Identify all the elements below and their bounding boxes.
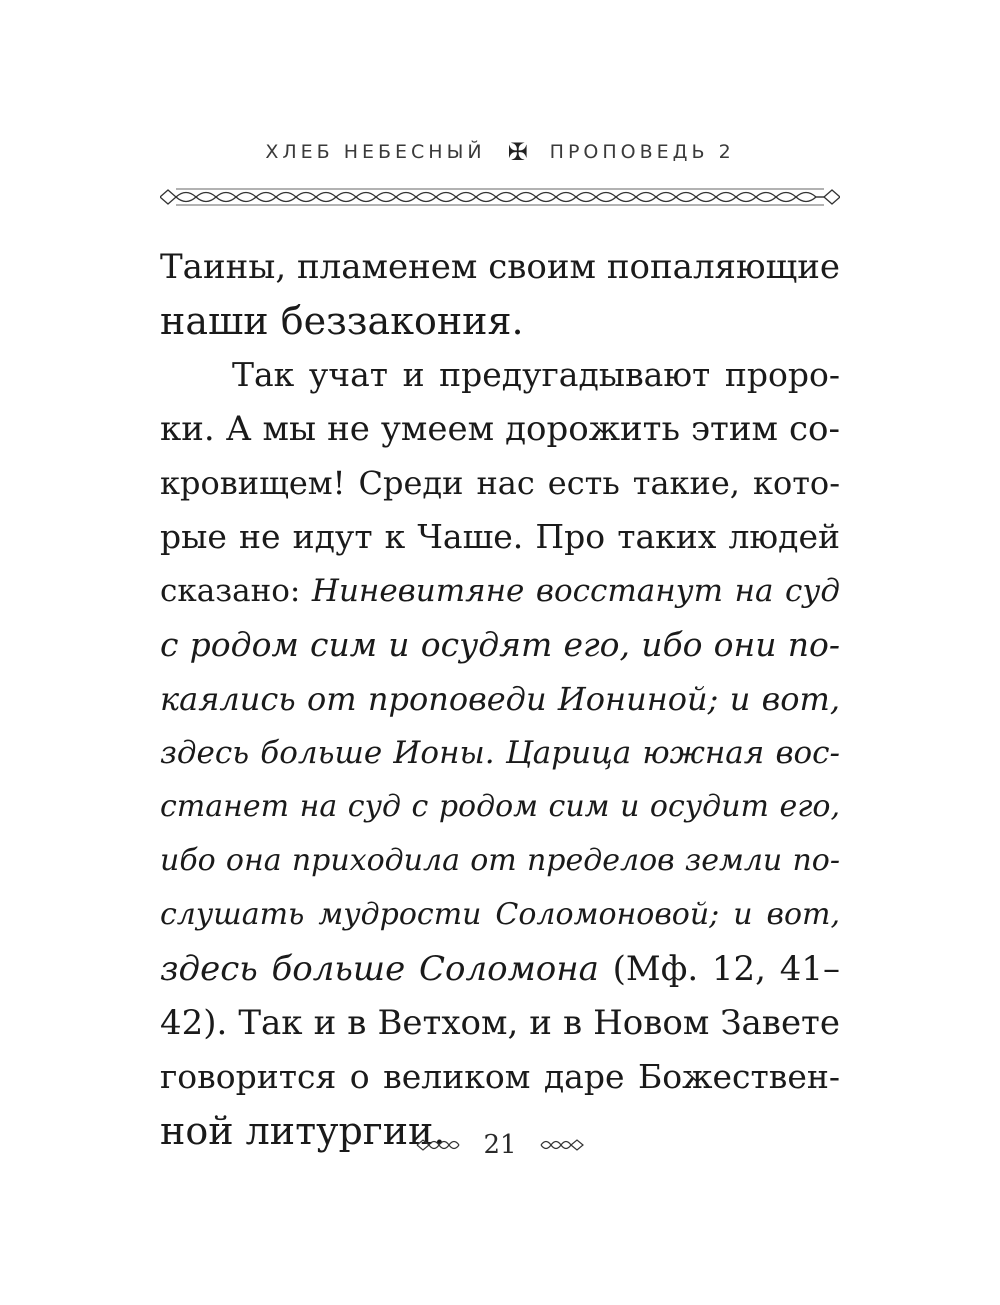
text-run: ной литургии. <box>160 1109 446 1153</box>
text-line <box>160 510 840 564</box>
text-line <box>160 834 840 888</box>
text-run: наши беззакония. <box>160 299 524 343</box>
text-run: рые не идут к Чаше. Про таких людей <box>160 517 840 556</box>
text-run: Таины, пламенем своим попаляющие <box>160 247 840 287</box>
italic-quote-run: здесь больше Соломона <box>160 949 599 989</box>
text-line <box>160 1050 840 1104</box>
text-run: сказано: <box>160 573 312 609</box>
italic-quote-run: каялись от проповеди Иониной; и вот, <box>160 680 840 718</box>
text-run: 42). Так и в Ветхом, и в Новом Завете <box>160 1003 840 1043</box>
italic-quote-run: Ниневитяне восстанут на суд <box>311 573 840 609</box>
text-line <box>160 942 840 996</box>
right-folio-ornament-icon <box>539 1136 585 1154</box>
text-line <box>160 348 840 402</box>
text-run: Так учат и предугадывают проро- <box>232 355 840 394</box>
cross-ornament-icon: ✠ <box>507 138 528 166</box>
italic-quote-run: здесь больше Ионы. Царица южная вос- <box>160 735 840 771</box>
braided-ornament-rule <box>160 186 840 208</box>
italic-quote-run: станет на суд с родом сим и осудит его, <box>160 789 840 824</box>
italic-quote-run: с родом сим и осудят его, ибо они по- <box>160 625 840 664</box>
text-line <box>160 726 840 780</box>
text-line <box>160 672 840 726</box>
body-text <box>160 240 840 1158</box>
left-folio-ornament-icon <box>415 1136 461 1154</box>
book-title: ХЛЕБ НЕБЕСНЫЙ <box>265 141 486 163</box>
text-run: кровищем! Среди нас есть такие, кото- <box>160 464 840 502</box>
text-line <box>160 294 840 348</box>
text-line <box>160 996 840 1050</box>
text-line <box>160 402 840 456</box>
text-run: говорится о великом даре Божествен- <box>160 1057 840 1096</box>
running-head <box>160 140 840 164</box>
text-line <box>160 618 840 672</box>
italic-quote-run: слушать мудрости Соломоновой; и вот, <box>160 897 840 932</box>
text-line <box>160 888 840 942</box>
text-line <box>160 456 840 510</box>
text-run: ки. А мы не умеем дорожить этим со- <box>160 409 840 449</box>
page-number: 21 <box>483 1130 517 1160</box>
text-line <box>160 780 840 834</box>
text-run: (Мф. 12, 41– <box>598 949 840 989</box>
italic-quote-run: ибо она приходила от пределов земли по- <box>160 843 840 878</box>
text-line <box>160 564 840 618</box>
page-footer <box>0 1130 1000 1160</box>
section-title: ПРОПОВЕДЬ 2 <box>549 141 735 163</box>
text-line <box>160 240 840 294</box>
